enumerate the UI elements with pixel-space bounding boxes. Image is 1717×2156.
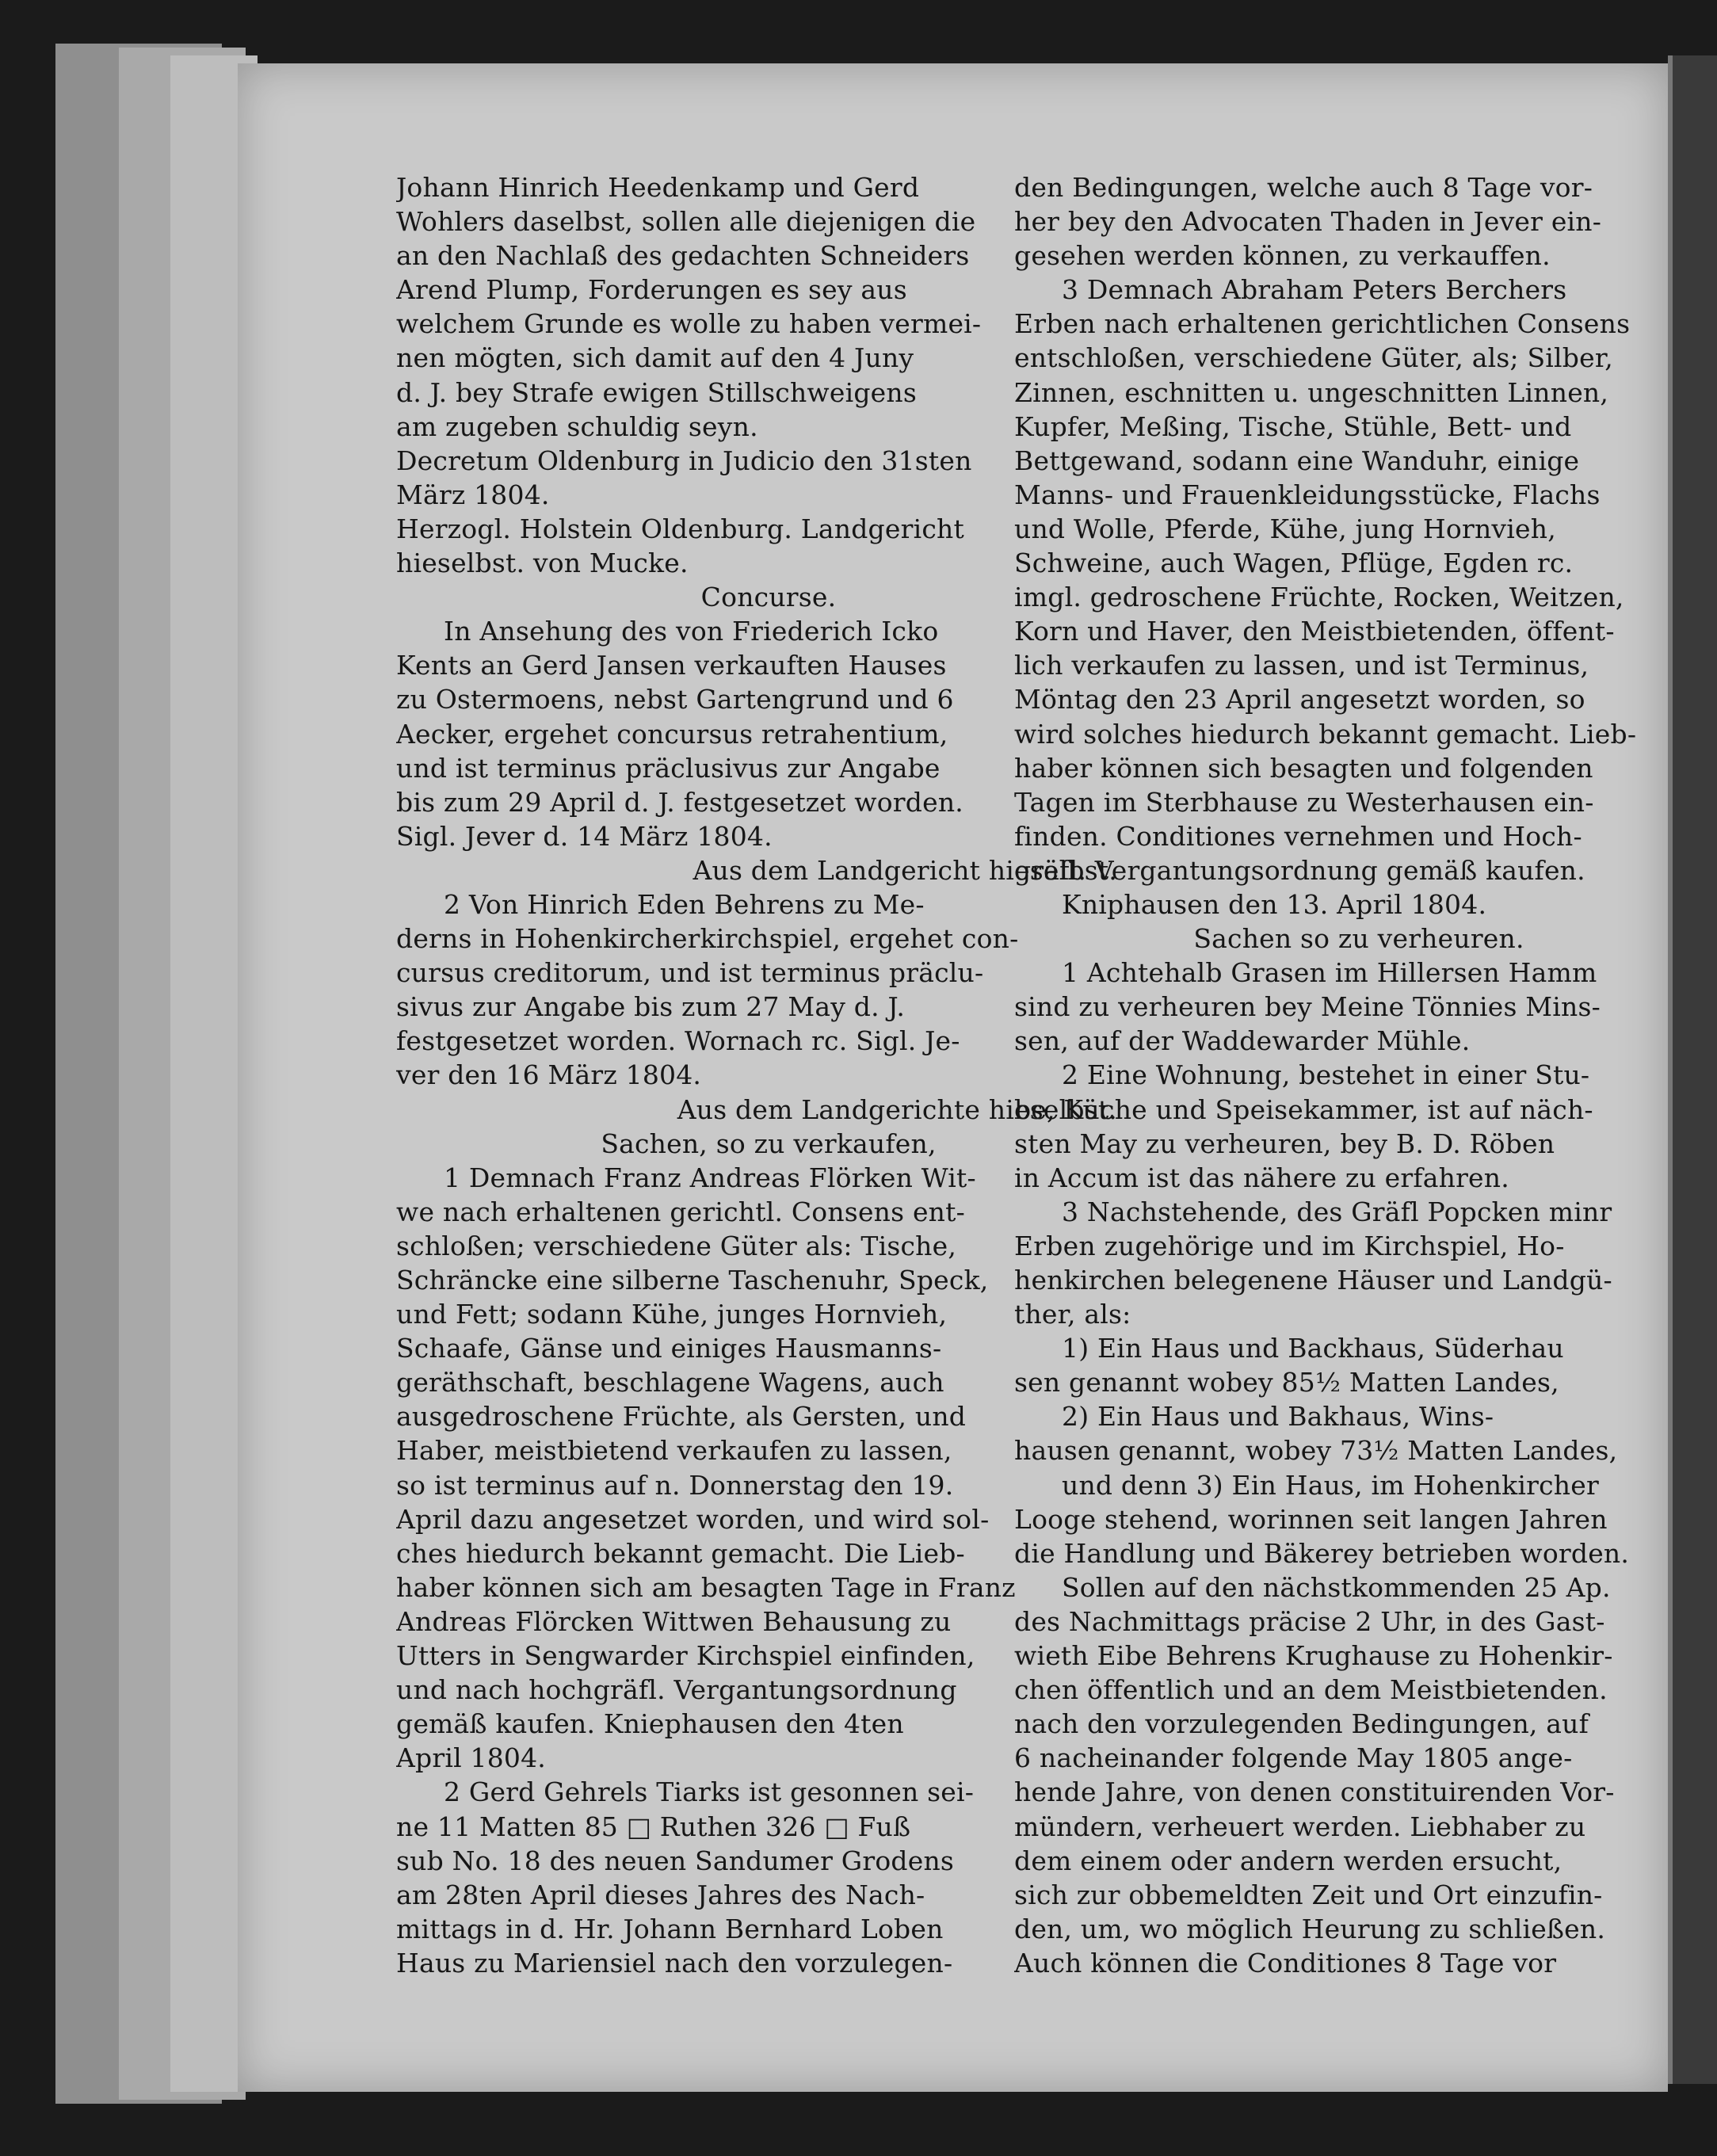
text-line: Wohlers daselbst, sollen alle diejenigen die xyxy=(396,206,976,238)
text-line: welchem Grunde es wolle zu haben vermei- xyxy=(396,308,982,340)
text-line: Erben nach erhaltenen gerichtlichen Consens xyxy=(1014,308,1631,340)
text-line: Concurse. xyxy=(700,582,837,613)
text-line: Schweine, auch Wagen, Pflüge, Egden rc. xyxy=(1014,548,1574,579)
text-line: Manns- und Frauenkleidungsstücke, Flachs xyxy=(1014,479,1601,510)
text-line: gesehen werden können, zu verkauffen. xyxy=(1014,240,1551,272)
text-line: Erben zugehörige und im Kirchspiel, Ho- xyxy=(1014,1230,1565,1261)
text-line: d. J. bey Strafe ewigen Stillschweigens xyxy=(396,376,917,408)
text-line: Arend Plump, Forderungen es sey aus xyxy=(396,274,907,306)
text-line: Schaafe, Gänse und einiges Hausmanns- xyxy=(396,1333,942,1364)
text-line: sich zur obbemeldten Zeit und Ort einzufin- xyxy=(1014,1879,1603,1910)
text-line: ne 11 Matten 85 □ Ruthen 326 □ Fuß xyxy=(396,1811,911,1842)
text-line: ches hiedurch bekannt gemacht. Die Lieb- xyxy=(396,1537,965,1569)
text-line: Aus dem Landgerichte hieselbst. xyxy=(677,1093,1117,1125)
text-line: Aus dem Landgericht hieselbst. xyxy=(693,854,1117,886)
text-line: gemäß kaufen. Kniephausen den 4ten xyxy=(396,1708,904,1740)
text-line: Korn und Haver, den Meistbietenden, öffent- xyxy=(1014,616,1615,647)
text-line: geräthschaft, beschlagene Wagens, auch xyxy=(396,1367,944,1399)
text-line: Möntag den 23 April angesetzt worden, so xyxy=(1014,684,1585,715)
text-line: sen, auf der Waddewarder Mühle. xyxy=(1014,1025,1471,1057)
text-line: in Accum ist das nähere zu erfahren. xyxy=(1014,1162,1509,1193)
text-line: Decretum Oldenburg in Judicio den 31sten xyxy=(396,445,972,476)
text-line: Schräncke eine silberne Taschenuhr, Speck, xyxy=(396,1265,989,1296)
text-line: am zugeben schuldig seyn. xyxy=(396,410,758,442)
text-line: Sachen, so zu verkaufen, xyxy=(601,1128,937,1159)
text-line: sub No. 18 des neuen Sandumer Grodens xyxy=(396,1845,955,1876)
text-line: festgesetzet worden. Wornach rc. Sigl. Je- xyxy=(396,1025,960,1057)
text-line: nach den vorzulegenden Bedingungen, auf xyxy=(1014,1708,1589,1740)
text-line: wird solches hiedurch bekannt gemacht. Lieb- xyxy=(1014,718,1637,750)
text-line: Aecker, ergehet concursus retrahentium, xyxy=(396,718,948,750)
text-line: we nach erhaltenen gerichtl. Consens ent- xyxy=(396,1196,965,1227)
text-line: des Nachmittags präcise 2 Uhr, in des Gast- xyxy=(1014,1605,1605,1637)
text-line: 2 Von Hinrich Eden Behrens zu Me- xyxy=(444,888,925,920)
text-line: Zinnen, eschnitten u. ungeschnitten Linnen, xyxy=(1014,376,1609,408)
text-line: und denn 3) Ein Haus, im Hohenkircher xyxy=(1062,1469,1599,1501)
text-line: ther, als: xyxy=(1014,1299,1131,1330)
newspaper-page xyxy=(238,63,1668,2092)
text-line: mündern, verheuert werden. Liebhaber zu xyxy=(1014,1811,1586,1842)
text-line: 6 nacheinander folgende May 1805 ange- xyxy=(1014,1742,1573,1774)
text-line: sten May zu verheuren, bey B. D. Röben xyxy=(1014,1128,1555,1159)
text-line: 1 Achtehalb Grasen im Hillersen Hamm xyxy=(1062,957,1597,989)
text-line: zu Ostermoens, nebst Gartengrund und 6 xyxy=(396,684,954,715)
text-line: hausen genannt, wobey 73½ Matten Landes, xyxy=(1014,1435,1618,1467)
text-line: gräfl. Vergantungsordnung gemäß kaufen. xyxy=(1014,854,1585,886)
text-line: 2) Ein Haus und Bakhaus, Wins- xyxy=(1062,1401,1494,1433)
text-line: 1 Demnach Franz Andreas Flörken Wit- xyxy=(444,1162,976,1193)
text-line: ausgedroschene Früchte, als Gersten, und xyxy=(396,1401,967,1433)
text-line: sind zu verheuren bey Meine Tönnies Mins- xyxy=(1014,991,1601,1023)
text-line: Kniphausen den 13. April 1804. xyxy=(1062,888,1487,920)
text-line: ver den 16 März 1804. xyxy=(396,1059,702,1091)
text-line: Haber, meistbietend verkaufen zu lassen, xyxy=(396,1435,952,1467)
text-line: Johann Hinrich Heedenkamp und Gerd xyxy=(396,172,920,203)
text-line: April dazu angesetzet worden, und wird sol- xyxy=(396,1503,990,1535)
text-line: hieselbst. von Mucke. xyxy=(396,548,689,579)
text-line: 2 Eine Wohnung, bestehet in einer Stu- xyxy=(1062,1059,1590,1091)
text-line: bis zum 29 April d. J. festgesetzet worden. xyxy=(396,786,963,818)
text-line: 2 Gerd Gehrels Tiarks ist gesonnen sei- xyxy=(444,1776,975,1808)
text-line: und Fett; sodann Kühe, junges Hornvieh, xyxy=(396,1299,948,1330)
text-line: und nach hochgräfl. Vergantungsordnung xyxy=(396,1674,957,1706)
text-line: In Ansehung des von Friederich Icko xyxy=(444,616,939,647)
text-line: Sigl. Jever d. 14 März 1804. xyxy=(396,820,773,852)
text-line: wieth Eibe Behrens Krughause zu Hohenkir- xyxy=(1014,1640,1613,1672)
text-line: be, Küche und Speisekammer, ist auf näch- xyxy=(1014,1093,1593,1125)
text-line: März 1804. xyxy=(396,479,550,510)
text-line: hende Jahre, von denen constituirenden Vor- xyxy=(1014,1776,1615,1808)
text-line: 3 Nachstehende, des Gräfl Popcken minr xyxy=(1062,1196,1612,1227)
text-line: so ist terminus auf n. Donnerstag den 19. xyxy=(396,1469,954,1501)
text-line: den Bedingungen, welche auch 8 Tage vor- xyxy=(1014,172,1593,203)
text-line: Auch können die Conditiones 8 Tage vor xyxy=(1014,1947,1557,1979)
text-line: haber können sich am besagten Tage in Franz xyxy=(396,1571,1016,1603)
text-line: chen öffentlich und an dem Meistbietenden. xyxy=(1014,1674,1608,1706)
text-line: und ist terminus präclusivus zur Angabe xyxy=(396,752,941,784)
text-line: Sollen auf den nächstkommenden 25 Ap. xyxy=(1062,1571,1611,1603)
text-line: schloßen; verschiedene Güter als: Tische, xyxy=(396,1230,957,1261)
text-line: den, um, wo möglich Heurung zu schließen. xyxy=(1014,1913,1606,1944)
text-line: dem einem oder andern werden ersucht, xyxy=(1014,1845,1562,1876)
text-line: Andreas Flörcken Wittwen Behausung zu xyxy=(396,1605,952,1637)
text-line: entschloßen, verschiedene Güter, als; Silber, xyxy=(1014,342,1613,374)
text-line: sen genannt wobey 85½ Matten Landes, xyxy=(1014,1367,1559,1399)
text-line: 3 Demnach Abraham Peters Berchers xyxy=(1062,274,1567,306)
text-line: Sachen so zu verheuren. xyxy=(1193,923,1524,955)
text-line: Looge stehend, worinnen seit langen Jahren xyxy=(1014,1503,1608,1535)
text-line: die Handlung und Bäkerey betrieben worden. xyxy=(1014,1537,1630,1569)
text-line: her bey den Advocaten Thaden in Jever ein- xyxy=(1014,206,1602,238)
text-line: henkirchen belegenene Häuser und Landgü- xyxy=(1014,1265,1612,1296)
text-line: Tagen im Sterbhause zu Westerhausen ein- xyxy=(1014,786,1594,818)
text-line: finden. Conditiones vernehmen und Hoch- xyxy=(1014,820,1582,852)
text-line: und Wolle, Pferde, Kühe, jung Hornvieh, xyxy=(1014,513,1556,544)
text-line: derns in Hohenkircherkirchspiel, ergehet con- xyxy=(396,923,1019,955)
text-line: Herzogl. Holstein Oldenburg. Landgericht xyxy=(396,513,964,544)
text-line: lich verkaufen zu lassen, und ist Terminus, xyxy=(1014,650,1589,681)
text-line: sivus zur Angabe bis zum 27 May d. J. xyxy=(396,991,906,1023)
text-line: Haus zu Mariensiel nach den vorzulegen- xyxy=(396,1947,953,1979)
text-line: April 1804. xyxy=(396,1742,547,1774)
text-line: cursus creditorum, und ist terminus präclu- xyxy=(396,957,984,989)
text-line: mittags in d. Hr. Johann Bernhard Loben xyxy=(396,1913,944,1944)
text-line: an den Nachlaß des gedachten Schneiders xyxy=(396,240,970,272)
text-line: am 28ten April dieses Jahres des Nach- xyxy=(396,1879,925,1910)
right-text-column xyxy=(1014,170,1704,1980)
text-line: Kents an Gerd Jansen verkauften Hauses xyxy=(396,650,947,681)
text-line: haber können sich besagten und folgenden xyxy=(1014,752,1593,784)
text-line: 1) Ein Haus und Backhaus, Süderhau xyxy=(1062,1333,1564,1364)
text-line: Bettgewand, sodann eine Wanduhr, einige xyxy=(1014,445,1580,476)
text-line: nen mögten, sich damit auf den 4 Juny xyxy=(396,342,914,374)
text-line: Utters in Sengwarder Kirchspiel einfinden, xyxy=(396,1640,975,1672)
text-line: Kupfer, Meßing, Tische, Stühle, Bett- und xyxy=(1014,410,1572,442)
text-line: imgl. gedroschene Früchte, Rocken, Weitzen, xyxy=(1014,582,1624,613)
